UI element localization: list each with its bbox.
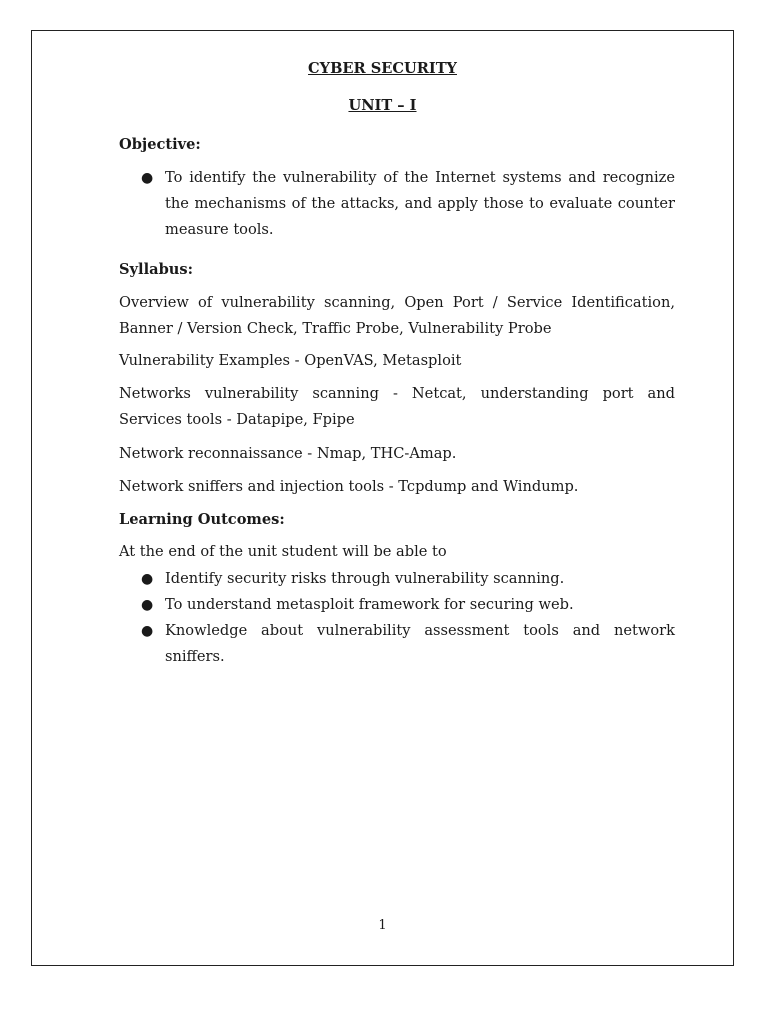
learning-outcomes-heading: Learning Outcomes:: [119, 511, 285, 528]
objective-item: [119, 165, 675, 243]
syllabus-paragraph: [119, 441, 675, 467]
syllabus-paragraph: [119, 290, 675, 342]
bullet-icon: ●: [141, 623, 154, 639]
bullet-icon: ●: [141, 170, 154, 186]
objective-section: [119, 136, 675, 153]
syllabus-paragraph-text: Network sniffers and injection tools - Tcpdump and Windump.: [119, 478, 579, 495]
syllabus-paragraph: [119, 474, 675, 500]
objective-list-container: [119, 165, 675, 243]
syllabus-heading: Syllabus:: [119, 261, 193, 278]
learning-outcomes-intro-text: At the end of the unit student will be able to: [119, 543, 447, 560]
bullet-icon: ●: [141, 597, 154, 613]
objective-list: [119, 165, 675, 243]
syllabus-paragraph-text: Network reconnaissance - Nmap, THC-Amap.: [119, 445, 457, 462]
learning-outcomes-list-container: [119, 566, 675, 670]
syllabus-paragraph: [119, 381, 675, 433]
syllabus-paragraph-text: Networks vulnerability scanning - Netcat, understanding port and Services tools - Datapipe, Fpipe: [119, 385, 675, 428]
objective-item-text: To identify the vulnerability of the Internet systems and recognize the mechanisms of the attacks, and apply those to evaluate counter measure tools.: [165, 169, 675, 238]
outcome-item-text: To understand metasploit framework for securing web.: [165, 596, 574, 613]
outcome-item: [119, 592, 675, 618]
syllabus-paragraph: [119, 348, 675, 374]
outcome-item-text: Identify security risks through vulnerability scanning.: [165, 570, 565, 587]
document-title: CYBER SECURITY: [308, 60, 457, 77]
bullet-icon: ●: [141, 571, 154, 587]
learning-outcomes-intro: [119, 539, 675, 565]
syllabus-paragraph-text: Overview of vulnerability scanning, Open Port / Service Identification, Banner / Version Check, Traffic Probe, Vulnerability Probe: [119, 294, 675, 337]
learning-outcomes-section: [119, 511, 675, 528]
unit-heading: UNIT – I: [348, 97, 417, 114]
outcome-item: [119, 566, 675, 592]
syllabus-section: [119, 261, 675, 278]
objective-heading: Objective:: [119, 136, 201, 153]
outcome-item-text: Knowledge about vulnerability assessment tools and network sniffers.: [165, 622, 675, 665]
page-number: 1: [378, 918, 387, 933]
learning-outcomes-list: [119, 566, 675, 670]
outcome-item: [119, 618, 675, 670]
syllabus-paragraph-text: Vulnerability Examples - OpenVAS, Metasploit: [119, 352, 462, 369]
